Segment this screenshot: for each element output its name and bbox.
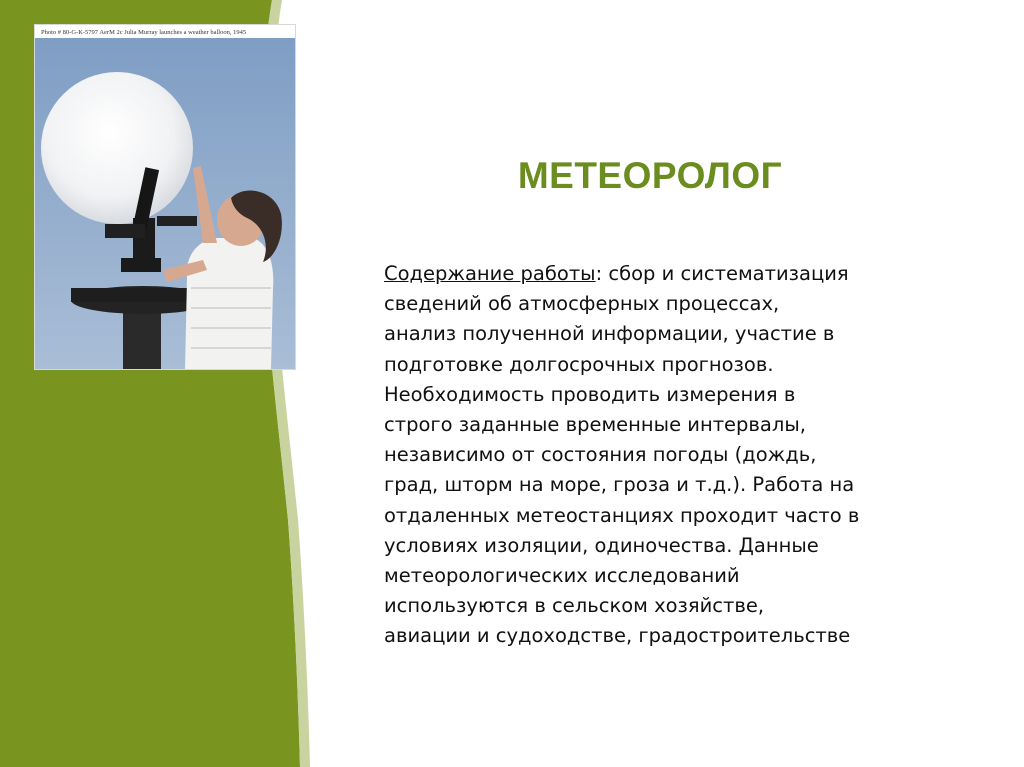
body-line: град, шторм на море, гроза и т.д.). Работа на	[384, 473, 855, 497]
body-line: строго заданные временные интервалы,	[384, 413, 806, 437]
slide-title: МЕТЕОРОЛОГ	[517, 155, 783, 196]
body-line: метеорологических исследований	[384, 564, 740, 588]
body-line: отдаленных метеостанциях проходит часто в	[384, 503, 860, 527]
body-text	[384, 259, 974, 652]
body-line: независимо от состояния погоды (дождь,	[384, 443, 817, 467]
weather-balloon-photo	[35, 38, 295, 369]
body-line: используются в сельском хозяйстве,	[384, 594, 765, 618]
job-content-label: Содержание работы	[384, 262, 596, 285]
body-line: подготовке долгосрочных прогнозов.	[384, 352, 774, 376]
body-line: авиации и судоходстве, градостроительстве	[384, 624, 851, 648]
body-line: условиях изоляции, одиночества. Данные	[384, 533, 819, 557]
body-first-line-rest: : сбор и систематизация	[595, 262, 849, 285]
body-first-line	[384, 259, 974, 289]
photo-caption: Photo # 80-G-K-5797 AerM 2c Julia Murray launches a weather balloon, 1945	[41, 29, 247, 36]
body-line: сведений об атмосферных процессах,	[384, 292, 780, 316]
photo-frame	[34, 24, 296, 370]
body-line: анализ полученной информации, участие в	[384, 322, 835, 346]
body-line: Необходимость проводить измерения в	[384, 382, 796, 406]
